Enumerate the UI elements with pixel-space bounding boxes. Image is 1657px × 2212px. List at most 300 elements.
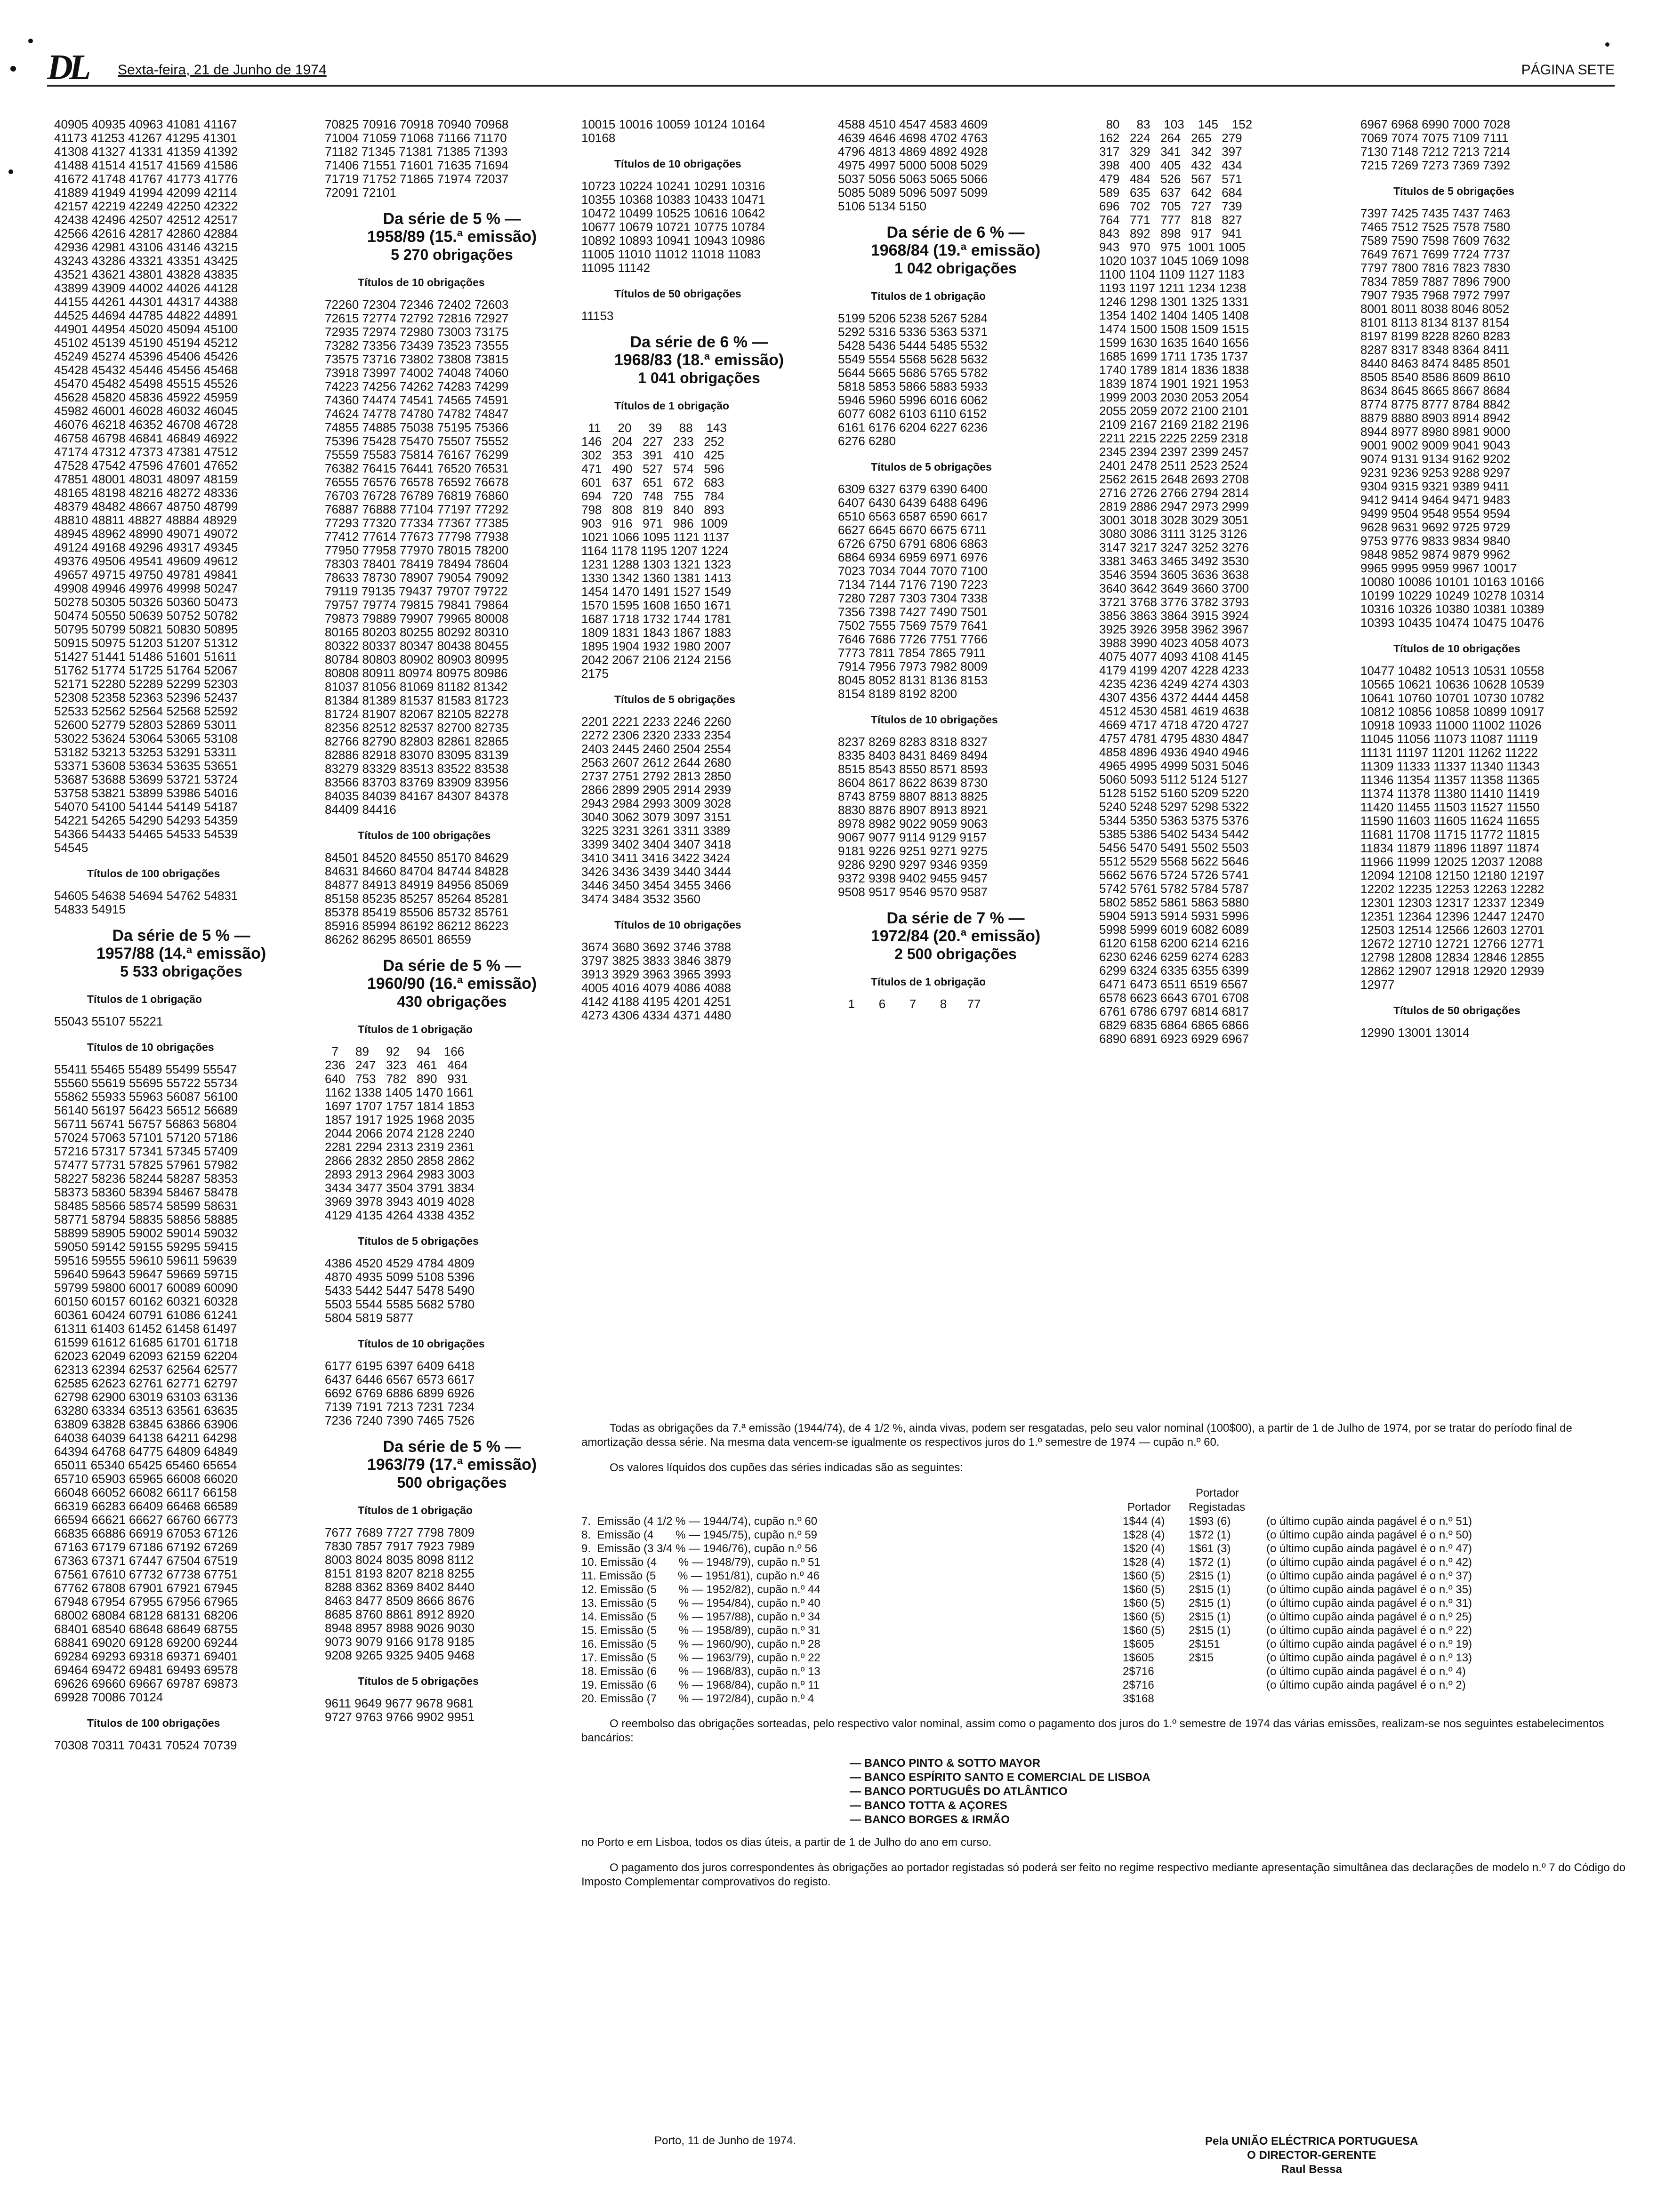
number-row: 43899 43909 44002 44026 44128 [54,281,238,295]
series-count: 430 obrigações [397,993,507,1010]
series-heading-line: Da série de 5 % — [383,210,521,228]
coupon-table [581,1486,1626,1706]
number-row: 57024 57063 57101 57120 57186 [54,1130,238,1145]
number-row: 85158 85235 85257 85264 85281 [325,891,509,906]
number-row: 66319 66283 66409 66468 66589 [54,1499,238,1513]
number-row: 7280 7287 7303 7304 7338 [838,591,988,605]
series-heading-line: 1960/90 (16.ª emissão) [367,975,537,993]
number-row: 4142 4188 4195 4201 4251 [581,994,732,1009]
number-row: 9499 9504 9548 9554 9594 [1360,506,1511,521]
number-row: 10565 10621 10636 10628 10539 [1360,677,1544,691]
coupon-label: 7. Emissão (4 1/2 % — 1944/74), cupão n.º 60 [581,1515,818,1528]
number-row: 1246 1298 1301 1325 1331 [1099,295,1249,309]
number-row: 4273 4306 4334 4371 4480 [581,1008,732,1022]
number-row: 55862 55933 55963 56087 56100 [54,1090,238,1104]
lottery-column-6 [1360,118,1615,1040]
number-row: 12202 12235 12253 12263 12282 [1360,882,1544,896]
number-row: 6864 6934 6959 6971 6976 [838,550,988,564]
number-row: 302 353 391 410 425 [581,448,724,462]
number-row: 62798 62900 63019 63103 63136 [54,1390,238,1404]
number-row: 11095 11142 [581,261,651,275]
coupon-row [581,1515,1626,1528]
number-row: 70825 70916 70918 70940 70968 [325,117,509,131]
series-heading [54,927,308,980]
series-count: 5 270 obrigações [391,246,513,263]
number-row: 75396 75428 75470 75507 75552 [325,434,509,448]
coupon-portador: 1$60 (5) [1123,1611,1165,1623]
number-row: 3001 3018 3028 3029 3051 [1099,513,1249,527]
coupon-row [581,1528,1626,1542]
number-row: 4129 4135 4264 4338 4352 [325,1208,475,1222]
number-row: 45470 45482 45498 45515 45526 [54,377,238,391]
number-row: 72091 72101 [325,185,396,200]
number-row: 42157 42219 42249 42250 42322 [54,199,238,213]
number-row: 9001 9002 9009 9041 9043 [1360,438,1511,452]
number-row: 9412 9414 9464 9471 9483 [1360,493,1511,507]
number-row: 50474 50550 50639 50752 50782 [54,609,238,623]
number-row: 12990 13001 13014 [1360,1026,1470,1040]
number-row: 9074 9131 9134 9162 9202 [1360,452,1511,466]
number-row: 2737 2751 2792 2813 2850 [581,769,732,783]
number-row: 5662 5676 5724 5726 5741 [1099,868,1249,882]
coupon-row [581,1665,1626,1678]
coupon-portador: 1$60 (5) [1123,1570,1165,1582]
number-row: 479 484 526 567 571 [1099,172,1242,186]
number-row: 8463 8477 8509 8666 8676 [325,1594,475,1608]
number-row: 59050 59142 59155 59295 59415 [54,1240,238,1254]
number-row: 80322 80337 80347 80438 80455 [325,639,509,653]
series-heading-line: Da série de 7 % — [886,909,1025,927]
number-row: 54221 54265 54290 54293 54359 [54,813,238,827]
number-row: 11966 11999 12025 12037 12088 [1360,855,1543,869]
coupon-label: 8. Emissão (4 % — 1945/75), cupão n.º 59 [581,1529,818,1541]
section-title: Títulos de 1 obrigação [87,993,202,1005]
number-row: 1999 2003 2030 2053 2054 [1099,390,1249,404]
series-heading [325,957,579,1010]
number-row: 68002 68084 68128 68131 68206 [54,1608,238,1622]
number-row: 3546 3594 3605 3636 3638 [1099,568,1249,582]
section-title: Títulos de 1 obrigação [871,976,986,988]
number-row: 2403 2445 2460 2504 2554 [581,742,732,756]
number-row: 3640 3642 3649 3660 3700 [1099,581,1249,595]
lottery-column-4 [838,118,1073,1011]
number-row: 79119 79135 79437 79707 79722 [325,584,508,598]
number-row: 78633 78730 78907 79054 79092 [325,570,509,585]
section-title: Títulos de 1 obrigação [358,1023,473,1035]
number-row: 66835 66886 66919 67053 67126 [54,1526,238,1540]
number-row: 11005 11010 11012 11018 11083 [581,247,761,261]
number-row: 5385 5386 5402 5434 5442 [1099,827,1249,841]
number-row: 8335 8403 8431 8469 8494 [838,748,988,762]
number-row: 56711 56741 56757 56863 56804 [54,1117,237,1131]
series-count: 1 041 obrigações [638,369,760,386]
number-row: 10477 10482 10513 10531 10558 [1360,664,1544,678]
number-row: 71182 71345 71381 71385 71393 [325,144,508,159]
coupon-note: (o último cupão ainda pagável é o n.º 31) [1266,1597,1472,1610]
number-row: 41173 41253 41267 41295 41301 [54,131,237,145]
number-row: 11309 11333 11337 11340 11343 [1360,759,1540,773]
number-row: 943 970 975 1001 1005 [1099,240,1246,254]
number-row: 6967 6968 6990 7000 7028 [1360,117,1511,131]
number-row: 3080 3086 3111 3125 3126 [1099,527,1247,541]
number-row: 54545 [54,841,88,855]
coupon-row [581,1596,1626,1610]
number-row: 62585 62623 62761 62771 62797 [54,1376,238,1390]
number-row: 5292 5316 5336 5363 5371 [838,325,988,339]
number-row: 1809 1831 1843 1867 1883 [581,625,732,640]
number-row: 7907 7935 7968 7972 7997 [1360,288,1511,302]
number-row: 80 83 103 145 152 [1099,117,1253,131]
number-row: 53371 53608 53634 53635 53651 [54,759,238,773]
number-row: 764 771 777 818 827 [1099,213,1242,227]
number-row: 6578 6623 6643 6701 6708 [1099,991,1249,1005]
coupon-note: (o último cupão ainda pagável é o n.º 37) [1266,1570,1472,1582]
number-row: 3797 3825 3833 3846 3879 [581,954,732,968]
bank-name: — BANCO BORGES & IRMÃO [850,1813,1010,1826]
number-row: 48810 48811 48827 48884 48929 [54,513,237,527]
number-row: 69464 69472 69481 69493 69578 [54,1663,238,1677]
coupon-portador: 1$20 (4) [1123,1542,1165,1555]
number-row: 8505 8540 8586 8609 8610 [1360,370,1511,384]
number-row: 9181 9226 9251 9271 9275 [838,844,988,858]
number-row: 3925 3926 3958 3962 3967 [1099,622,1249,636]
number-row: 4307 4356 4372 4444 4458 [1099,690,1249,705]
number-row: 4669 4717 4718 4720 4727 [1099,718,1249,732]
number-row: 1454 1470 1491 1527 1549 [581,585,732,599]
number-row: 9304 9315 9321 9389 9411 [1360,479,1510,493]
number-row: 2943 2984 2993 3009 3028 [581,796,732,810]
number-row: 8634 8645 8665 8667 8684 [1360,384,1511,398]
coupon-note: (o último cupão ainda pagável é o n.º 42) [1266,1556,1472,1569]
number-row: 56140 56197 56423 56512 56689 [54,1103,238,1117]
number-row: 4858 4896 4936 4940 4946 [1099,745,1249,759]
number-row: 5456 5470 5491 5502 5503 [1099,841,1249,855]
number-row: 68841 69020 69128 69200 69244 [54,1635,238,1650]
number-row: 3426 3436 3439 3440 3444 [581,865,732,879]
number-row: 69284 69293 69318 69371 69401 [54,1649,238,1663]
number-row: 10080 10086 10101 10163 10166 [1360,575,1544,589]
number-row: 10168 [581,131,616,145]
number-row: 6276 6280 [838,434,896,448]
series-count: 1 042 obrigações [894,260,1017,277]
number-row: 85378 85419 85506 85732 85761 [325,905,509,919]
number-row: 44901 44954 45020 45094 45100 [54,322,238,336]
number-row: 1354 1402 1404 1405 1408 [1099,308,1249,322]
number-row: 6177 6195 6397 6409 6418 [325,1359,475,1373]
number-row: 59799 59800 60017 60089 60090 [54,1281,238,1295]
number-row: 4179 4199 4207 4228 4233 [1099,663,1249,677]
number-row: 4796 4813 4869 4892 4928 [838,144,988,159]
number-row: 2401 2478 2511 2523 2524 [1099,458,1248,473]
number-row: 7069 7074 7075 7109 7111 [1360,131,1509,145]
number-row: 1687 1718 1732 1744 1781 [581,612,732,626]
number-row: 6299 6324 6335 6355 6399 [1099,963,1249,978]
number-row: 2201 2221 2233 2246 2260 [581,714,732,729]
number-row: 41488 41514 41517 41569 41586 [54,158,238,172]
number-row: 7023 7034 7044 7070 7100 [838,564,988,578]
number-row: 64394 64768 64775 64809 64849 [54,1444,238,1459]
series-heading [325,1438,579,1491]
number-row: 3040 3062 3079 3097 3151 [581,810,732,824]
series-heading-line: 1972/84 (20.ª emissão) [870,927,1041,945]
number-row: 5998 5999 6019 6082 6089 [1099,922,1249,937]
number-row: 64038 64039 64138 64211 64298 [54,1431,237,1445]
number-row: 74624 74778 74780 74782 74847 [325,407,509,421]
number-row: 3474 3484 3532 3560 [581,892,701,906]
section-title: Títulos de 5 obrigações [871,461,992,473]
number-row: 5085 5089 5096 5097 5099 [838,185,988,200]
series-heading-line: Da série de 6 % — [630,333,768,351]
number-row: 76703 76728 76789 76819 76860 [325,489,509,503]
number-row: 53182 53213 53253 53291 53311 [54,745,237,759]
number-row: 2563 2607 2612 2644 2680 [581,755,732,769]
number-row: 75559 75583 75814 76167 76299 [325,448,509,462]
column-registadas-top: Portador [1196,1487,1239,1499]
place-and-date: Porto, 11 de Junho de 1974. [654,2134,796,2147]
number-row: 6407 6430 6439 6488 6496 [838,496,988,510]
section-title: Títulos de 10 obrigações [1393,642,1520,655]
number-row: 1839 1874 1901 1921 1953 [1099,377,1249,391]
coupon-registadas: 1$72 (1) [1189,1529,1231,1541]
number-row: 7914 7956 7973 7982 8009 [838,659,988,673]
number-row: 80808 80911 80974 80975 80986 [325,666,508,680]
signature-title: O DIRECTOR-GERENTE [1247,2149,1376,2162]
coupon-portador: 2$716 [1123,1665,1154,1678]
number-row: 76555 76576 76578 76592 76678 [325,475,509,489]
number-row: 2345 2394 2397 2399 2457 [1099,445,1249,459]
coupon-portador: 1$60 (5) [1123,1624,1165,1637]
number-row: 9628 9631 9692 9725 9729 [1360,520,1511,534]
number-row: 8237 8269 8283 8318 8327 [838,735,988,749]
number-row: 11 20 39 88 143 [581,421,727,435]
number-row: 8830 8876 8907 8913 8921 [838,803,988,817]
number-row: 81724 81907 82067 82105 82278 [325,707,509,721]
number-row: 6890 6891 6923 6929 6967 [1099,1032,1249,1046]
number-row: 44155 44261 44301 44317 44388 [54,295,238,309]
number-row: 3147 3217 3247 3252 3276 [1099,540,1249,554]
number-row: 51427 51441 51486 51601 51611 [54,649,237,664]
number-row: 8440 8463 8474 8485 8501 [1360,356,1511,370]
number-row: 4386 4520 4529 4784 4809 [325,1256,475,1270]
number-row: 9073 9079 9166 9178 9185 [325,1635,475,1649]
number-row: 3721 3768 3776 3782 3793 [1099,595,1249,609]
series-heading [325,210,579,264]
number-row: 50915 50975 51203 51207 51312 [54,636,238,650]
section-title: Títulos de 50 obrigações [1393,1004,1520,1017]
notice-paragraph-3: O reembolso das obrigações sorteadas, pelo respectivo valor nominal, assim como o pagamento dos juros do 1.º semestre de 1974 das várias emissões, realizam-se nos seguintes estabelecimentos bancários: [581,1717,1604,1744]
number-row: 43521 43621 43801 43828 43835 [54,267,238,281]
number-row: 59516 59555 59610 59611 59639 [54,1253,237,1267]
number-row: 10723 10224 10241 10291 10316 [581,179,765,193]
number-row: 82766 82790 82803 82861 82865 [325,734,509,748]
number-row: 6829 6835 6864 6865 6866 [1099,1018,1249,1032]
number-row: 63809 63828 63845 63866 63906 [54,1417,238,1431]
number-row: 48945 48962 48990 49071 49072 [54,527,238,541]
number-row: 1193 1197 1211 1234 1238 [1099,281,1247,295]
number-row: 8515 8543 8550 8571 8593 [838,762,988,776]
number-row: 71406 71551 71601 71635 71694 [325,158,509,172]
series-count: 2 500 obrigações [894,946,1017,962]
bank-name: — BANCO TOTTA & AÇORES [850,1799,1007,1812]
number-row: 8045 8052 8131 8136 8153 [838,673,988,687]
number-row: 70308 70311 70431 70524 70739 [54,1738,237,1752]
number-row: 3988 3990 4023 4058 4073 [1099,636,1249,650]
series-heading-line: 1957/88 (14.ª emissão) [96,945,266,962]
number-row: 41308 41327 41331 41359 41392 [54,144,238,159]
number-row: 67762 67808 67901 67921 67945 [54,1581,238,1595]
number-row: 8743 8759 8807 8813 8825 [838,789,988,803]
coupon-row [581,1583,1626,1596]
number-row: 11834 11879 11896 11897 11874 [1360,841,1540,855]
number-row: 10641 10760 10701 10730 10782 [1360,691,1544,705]
number-row: 2272 2306 2320 2333 2354 [581,728,732,742]
number-row: 44525 44694 44785 44822 44891 [54,308,238,322]
number-row: 9067 9077 9114 9129 9157 [838,830,987,844]
number-row: 84877 84913 84919 84956 85069 [325,878,509,892]
number-row: 9508 9517 9546 9570 9587 [838,885,988,899]
coupon-portador: 2$716 [1123,1679,1154,1691]
number-row: 55411 55465 55489 55499 55547 [54,1062,237,1076]
coupon-note: (o último cupão ainda pagável é o n.º 25) [1266,1611,1472,1623]
number-row: 52171 52280 52289 52299 52303 [54,677,238,691]
number-row: 1740 1789 1814 1836 1838 [1099,363,1249,377]
number-row: 84035 84039 84167 84307 84378 [325,789,509,803]
notice-paragraph-5: O pagamento dos juros correspondentes às obrigações ao portador registadas só poderá ser feito no regime respectivo mediante apresentação simultânea das declarações de modelo n.º 7 do Código do Imposto Complementar comprovativos do registo. [581,1861,1626,1888]
number-row: 84631 84660 84704 84744 84828 [325,864,509,878]
number-row: 53758 53821 53899 53986 54016 [54,786,238,800]
coupon-label: 9. Emissão (3 3/4 % — 1946/76), cupão n.º 56 [581,1542,818,1555]
number-row: 58771 58794 58835 58856 58885 [54,1212,238,1226]
number-row: 1570 1595 1608 1650 1671 [581,598,732,612]
number-row: 8154 8189 8192 8200 [838,687,957,701]
number-row: 45982 46001 46028 46032 46045 [54,404,238,418]
number-row: 6161 6176 6204 6227 6236 [838,420,988,434]
coupon-label: 17. Emissão (5 % — 1963/79), cupão n.º 22 [581,1651,820,1664]
notice-paragraph-1: Todas as obrigações da 7.ª emissão (1944/74), de 4 1/2 %, ainda vivas, podem ser resgatadas, pelo seu valor nominal (100$00), a partir de 1 de Julho de 1974, por se tratar do período final de amortização dessa série. Na mesma data vencem-se igualmente os respectivos juros do 1.º semestre de 1974 — cupão n.º 60. [581,1422,1572,1449]
number-row: 74360 74474 74541 74565 74591 [325,393,509,407]
coupon-row [581,1651,1626,1665]
number-row: 79873 79889 79907 79965 80008 [325,611,509,625]
number-row: 58373 58360 58394 58467 58478 [54,1185,238,1199]
number-row: 63280 63334 63513 63561 63635 [54,1403,238,1418]
number-row: 694 720 748 755 784 [581,489,724,503]
coupon-note: (o último cupão ainda pagável é o n.º 4) [1266,1665,1466,1678]
number-row: 4588 4510 4547 4583 4609 [838,117,988,131]
series-heading-line: 1968/84 (19.ª emissão) [870,241,1041,259]
number-row: 2044 2066 2074 2128 2240 [325,1126,475,1140]
number-row: 11590 11603 11605 11624 11655 [1360,814,1540,828]
coupon-portador: 3$168 [1123,1692,1154,1705]
number-row: 6437 6446 6567 6573 6617 [325,1372,475,1387]
number-row: 52308 52358 52363 52396 52437 [54,690,238,705]
section-title: Títulos de 5 obrigações [358,1675,479,1687]
number-row: 69928 70086 70124 [54,1690,163,1704]
number-row: 10812 10856 10858 10899 10917 [1360,705,1544,719]
redemption-notice [581,1421,1626,1900]
section-title: Títulos de 50 obrigações [614,288,741,300]
number-row: 65011 65340 65425 65460 65654 [54,1458,237,1472]
coupon-registadas: 2$15 (1) [1189,1570,1231,1582]
number-row: 9753 9776 9833 9834 9840 [1360,534,1511,548]
number-row: 47528 47542 47596 47601 47652 [54,458,238,473]
number-row: 9208 9265 9325 9405 9468 [325,1648,475,1662]
number-row: 7589 7590 7598 7609 7632 [1360,233,1511,248]
scan-speck [10,66,16,72]
series-heading [838,909,1073,963]
scan-speck [8,169,13,174]
section-title: Títulos de 10 obrigações [871,713,998,726]
number-row: 69626 69660 69667 69787 69873 [54,1676,238,1691]
number-row: 843 892 898 917 941 [1099,226,1242,240]
number-row: 84409 84416 [325,802,396,817]
number-row: 58899 58905 59002 59014 59032 [54,1226,238,1240]
number-row: 5512 5529 5568 5622 5646 [1099,854,1249,868]
number-row: 72935 72974 72980 73003 73175 [325,325,509,339]
number-row: 6726 6750 6791 6806 6863 [838,537,988,551]
coupon-note: (o último cupão ainda pagável é o n.º 13) [1266,1651,1472,1664]
section-title: Títulos de 10 obrigações [614,919,741,931]
number-row: 6471 6473 6511 6519 6567 [1099,977,1248,991]
number-row: 82886 82918 83070 83095 83139 [325,748,509,762]
number-row: 1020 1037 1045 1069 1098 [1099,254,1249,268]
coupon-label: 20. Emissão (7 % — 1972/84), cupão n.º 4 [581,1692,814,1705]
number-row: 77412 77614 77673 77798 77938 [325,529,509,544]
coupon-row [581,1678,1626,1692]
number-row: 52600 52779 52803 52869 53011 [54,718,237,732]
coupon-label: 16. Emissão (5 % — 1960/90), cupão n.º 28 [581,1638,820,1651]
number-row: 1685 1699 1711 1735 1737 [1099,349,1248,363]
number-row: 5433 5442 5447 5478 5490 [325,1283,475,1298]
coupon-registadas: 2$15 [1189,1651,1214,1664]
number-row: 10472 10499 10525 10616 10642 [581,206,765,220]
number-row: 41672 41748 41767 41773 41776 [54,172,238,186]
number-row: 4235 4236 4249 4274 4303 [1099,677,1249,691]
number-row: 71719 71752 71865 71974 72037 [325,172,509,186]
number-row: 79757 79774 79815 79841 79864 [325,598,509,612]
number-row: 1599 1630 1635 1640 1656 [1099,336,1249,350]
section-title: Títulos de 10 obrigações [87,1041,214,1053]
number-row: 74855 74885 75038 75195 75366 [325,420,509,434]
number-row: 5060 5093 5112 5124 5127 [1099,772,1248,786]
number-row: 67948 67954 67955 67956 67965 [54,1595,238,1609]
notice-paragraph-4: no Porto e em Lisboa, todos os dias úteis, a partir de 1 de Julho do ano em curso. [581,1836,992,1849]
number-row: 2716 2726 2766 2794 2814 [1099,486,1249,500]
number-row: 49908 49946 49976 49998 50247 [54,581,238,595]
number-row: 1 6 7 8 77 [838,997,981,1011]
number-row: 2562 2615 2648 2693 2708 [1099,472,1249,486]
series-count: 500 obrigações [397,1474,507,1491]
coupon-portador: 1$28 (4) [1123,1556,1165,1569]
number-row: 12351 12364 12396 12447 12470 [1360,909,1544,923]
section-title: Títulos de 1 obrigação [871,290,986,302]
coupon-registadas: 1$61 (3) [1189,1542,1231,1555]
number-row: 48165 48198 48216 48272 48336 [54,486,238,500]
signature-name: Raul Bessa [1281,2163,1342,2176]
number-row: 54833 54915 [54,902,126,916]
number-row: 5818 5853 5866 5883 5933 [838,379,988,393]
number-row: 5904 5913 5914 5931 5996 [1099,909,1249,923]
coupon-registadas: 2$15 (1) [1189,1597,1231,1610]
number-row: 4512 4530 4581 4619 4638 [1099,704,1249,718]
number-row: 82356 82512 82537 82700 82735 [325,721,509,735]
number-row: 10892 10893 10941 10943 10986 [581,233,765,248]
number-row: 2893 2913 2964 2983 3003 [325,1167,475,1181]
number-row: 589 635 637 642 684 [1099,185,1242,200]
number-row: 54366 54433 54465 54533 54539 [54,827,238,841]
number-row: 49376 49506 49541 49609 49612 [54,554,238,568]
number-row: 2055 2059 2072 2100 2101 [1099,404,1249,418]
number-row: 11374 11378 11380 11410 11419 [1360,786,1540,801]
